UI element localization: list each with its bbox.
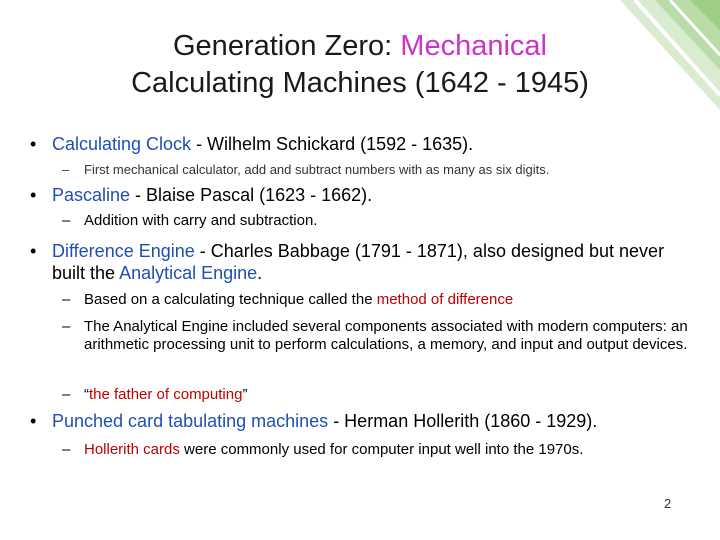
sub-bullet-dash: – — [62, 162, 70, 177]
quote-open: “ — [84, 386, 89, 403]
term-difference-engine: Difference Engine — [52, 241, 195, 261]
bullet-dot: • — [30, 241, 37, 261]
bullet-text: - Blaise Pascal (1623 - 1662). — [130, 185, 373, 205]
sub-bullet-dash: – — [62, 386, 71, 403]
title-highlight: Mechanical — [400, 30, 547, 62]
title-line1-prefix: Generation Zero: — [173, 30, 401, 62]
quote-close: ” — [242, 386, 248, 403]
sub-bullet-text: Based on a calculating technique called the — [84, 291, 377, 308]
sub-bullet-dash: – — [62, 212, 71, 229]
term-analytical-engine: Analytical Engine — [119, 263, 258, 283]
bullet-text: - Herman Hollerith (1860 - 1929). — [328, 411, 598, 431]
term-pascaline: Pascaline — [52, 185, 131, 205]
sub-bullet-dash: – — [62, 441, 71, 458]
term-hollerith-cards: Hollerith cards — [84, 441, 180, 458]
term-father-of-computing: the father of computing — [89, 386, 243, 403]
sub-bullet-text: were commonly used for computer input well into the 1970s. — [179, 441, 584, 458]
bullet-dot: • — [30, 411, 37, 431]
slide-title — [0, 28, 720, 102]
sub-bullet-dash: – — [62, 318, 71, 335]
title-line2: Calculating Machines (1642 - 1945) — [131, 67, 589, 99]
bullet-text: - Wilhelm Schickard (1592 - 1635). — [191, 134, 474, 154]
sub-bullet-text: First mechanical calculator, add and subtract numbers with as many as six digits. — [84, 162, 550, 177]
sub-bullet-text: Addition with carry and subtraction. — [84, 212, 318, 229]
bullet-dot: • — [30, 185, 37, 205]
term-method-of-difference: method of difference — [376, 291, 514, 308]
sub-bullet-dash: – — [62, 291, 71, 308]
bullet-text-end: . — [257, 263, 263, 283]
bullet-text: - Charles Babbage (1791 - 1871), also designed but never built the — [52, 241, 665, 283]
term-calculating-clock: Calculating Clock — [52, 134, 192, 154]
bullet-dot: • — [30, 134, 37, 154]
term-punched-card: Punched card tabulating machines — [52, 411, 329, 431]
page-number: 2 — [664, 496, 672, 511]
sub-bullet-text: The Analytical Engine included several components associated with modern computers: an arithmetic processing unit to perform calculations, a memory, and input and output devices. — [84, 318, 688, 353]
